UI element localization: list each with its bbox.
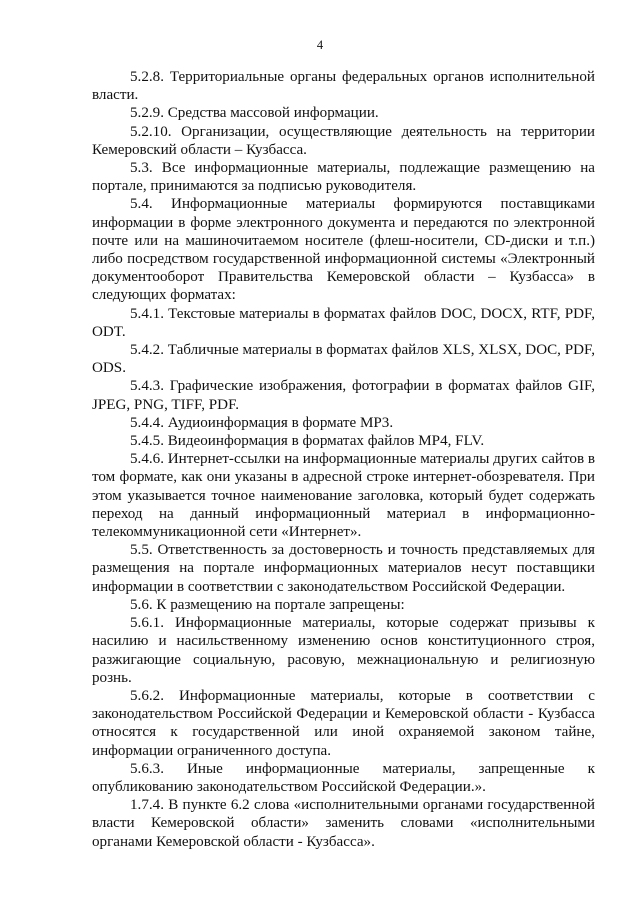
paragraph-5-4: 5.4. Информационные материалы формируются поставщиками информации в форме электронного документа и передаются по электронной почте или на машиночитаемом носителе (флеш-носители, CD-диски и т.п.) либо посредством государственной информационной системы «Электронный документооборот Правительства Кемеровской области – Кузбасса» в следующих форматах:: [92, 196, 595, 304]
paragraph-5-4-5: 5.4.5. Видеоинформация в форматах файлов MP4, FLV.: [130, 433, 485, 450]
document-body: [92, 68, 595, 851]
paragraph-5-5: 5.5. Ответственность за достоверность и точность представляемых для размещения на портале информационных материалов несут поставщики информации в соответствии с законодательством Российской Федерации.: [92, 542, 595, 595]
paragraph-5-6-2: 5.6.2. Информационные материалы, которые в соответствии с законодательством Российской Федерации и Кемеровской области - Кузбасса относятся к государственной или иной охраняемой законом тайне, информации ограниченного доступа.: [92, 687, 595, 759]
paragraph-1-7-4: 1.7.4. В пункте 6.2 слова «исполнительными органами государственной власти Кемеровской области» заменить словами «исполнительными органами Кемеровской области - Кузбасса».: [92, 797, 595, 850]
paragraph-5-4-3: 5.4.3. Графические изображения, фотографии в форматах файлов GIF, JPEG, PNG, TIFF, PDF.: [92, 378, 595, 413]
paragraph-5-2-8: 5.2.8. Территориальные органы федеральных органов исполнительной власти.: [92, 69, 595, 104]
paragraph-5-4-4: 5.4.4. Аудиоинформация в формате MP3.: [130, 414, 394, 431]
paragraph-5-3: 5.3. Все информационные материалы, подлежащие размещению на портале, принимаются за подписью руководителя.: [92, 160, 595, 195]
paragraph-5-2-10: 5.2.10. Организации, осуществляющие деятельность на территории Кемеровский области – Кузбасса.: [92, 123, 595, 158]
paragraph-5-6-1: 5.6.1. Информационные материалы, которые содержат призывы к насилию и насильственному изменению основ конституционного строя, разжигающие социальную, расовую, межнациональную и религиозную рознь.: [92, 615, 595, 686]
paragraph-5-4-2: 5.4.2. Табличные материалы в форматах файлов XLS, XLSX, DOC, PDF, ODS.: [92, 342, 595, 377]
paragraph-5-4-6: 5.4.6. Интернет-ссылки на информационные материалы других сайтов в том формате, как они указаны в адресной строке интернет-обозревателя. При этом указывается точное наименование заголовка, который будет содержать переход на данный информационный материал в информационно-телекоммуникационной сети «Интернет».: [92, 451, 595, 541]
paragraph-5-2-9: 5.2.9. Средства массовой информации.: [130, 105, 379, 122]
paragraph-5-4-1: 5.4.1. Текстовые материалы в форматах файлов DOC, DOCX, RTF, PDF, ODT.: [92, 305, 595, 340]
paragraph-5-6-3: 5.6.3. Иные информационные материалы, запрещенные к опубликованию законодательством Российской Федерации.».: [92, 760, 595, 795]
page-number: 4: [316, 38, 324, 52]
paragraph-5-6: 5.6. К размещению на портале запрещены:: [130, 596, 405, 613]
